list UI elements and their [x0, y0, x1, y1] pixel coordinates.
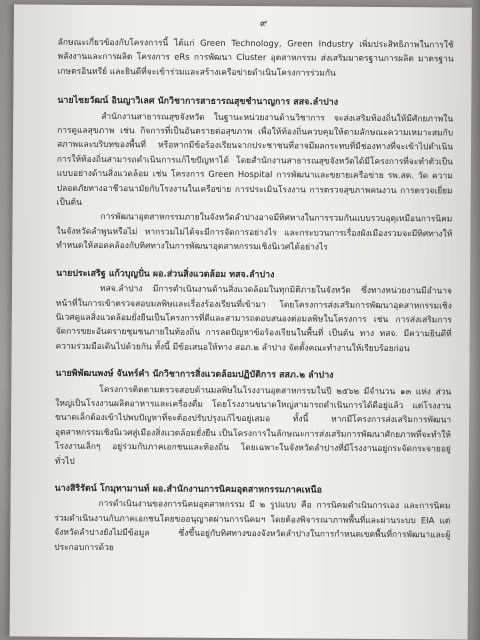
section-heading: นางสิริรัตน์ โกมุทามานท์ ผอ.สำนักงานการนิคมอุตสาหกรรมภาคเหนือ — [54, 483, 322, 496]
section-heading: นายประเสริฐ แก้วบุญปั่น ผอ.ส่วนสิ่งแวดล้อม ทสจ.ลำปาง — [56, 268, 275, 280]
section-heading: นายไชยวัฒน์ อินญาวิเลศ นักวิชาการสาธารณสุขชำนาญการ สสจ.ลำปาง — [57, 95, 339, 108]
intro-paragraph: ลักษณะเกี่ยวข้องกับโครงการนี้ ได้แก่ Green Technology, Green Industry เพิ่มประสิทธิภาพในการใช้พลังงานและการผลิต โครงการ eRs การพัฒนา Cluster อุตสาหกรรม ส่งเสริมมาตรฐานการผลิต มาตรฐานเกษตรอินทรีย์ และยินดีที่จะเข้าร่วมและสร้างเครือข่ายดำเนินโครงการร่วมกัน — [57, 36, 454, 78]
section-paragraph: สำนักงานสาธารณสุขจังหวัด ในฐานะหน่วยงานด้านวิชาการ จะส่งเสริมท้องถิ่นให้มีศักยภาพในการดูแลสุขภาพ เช่น กิจการที่เป็นอันตรายต่อสุขภาพ เพื่อให้ท้องถิ่นควบคุมให้ตามลักษณะความเหมาะสมกับสภาพและบริบทของพื้นที่ หรือหากมีข้อร้องเรียนจากประชาชนที่อาจมีผลกระทบที่มีช่องทางที่จะเข้าไปดำเนินการให้ท้องถิ่นสามารถดำเนินการแก้ไขปัญหาได้ โดยสำนักงานสาธารณสุขจังหวัดได้มีโครงการที่จะทำตัวเป็นแบบอย่างด้านสิ่งแวดล้อม เช่น โครงการ Green Hospital การพัฒนาและขยายเครือข่าย รพ.สต. วัด ความปลอดภัยทางอาชีวอนามัยกับโรงงานในเครือข่าย การประเมินโรงงาน การตรวจสุขภาพคนงาน การตรวจเยี่ยม เป็นต้น — [56, 110, 454, 207]
page-number: ๙ — [259, 18, 268, 30]
section-paragraph: โครงการติดตามตรวจสอบด้านมลพิษในโรงงานอุตสาหกรรมในปี ๒๕๖๒ มีจำนวน ๑๓ แห่ง ส่วนใหญ่เป็นโรงงานผลิตอาหารและเครื่องดื่ม โดยโรงงานขนาดใหญ่สามารถดำเนินการได้ดีอยู่แล้ว แต่โรงงานขนาดเล็กต้องเข้าไปพบปัญหาที่จะต้องปรับปรุงแก้ไขอยู่เสมอ ทั้งนี้ หากมีโครงการส่งเสริมการพัฒนาอุตสาหกรรมเชิงนิเวศสู่เมืองสิ่งแวดล้อมยั่งยืน เป็นโครงการในลักษณะการส่งเสริมการพัฒนาศักยภาพที่จะทำให้โรงงานเล็กๆ อยู่ร่วมกับภาคเอกชนและท้องถิ่น โดยเฉพาะในจังหวัดลำปางที่มีโรงงานอยู่กระจัดกระจายอยู่ทั่วไป — [54, 383, 452, 466]
section-heading: นายพิพัฒนพงษ์ จันทร์คำ นักวิชาการสิ่งแวดล้อมปฏิบัติการ สสภ.๒ ลำปาง — [55, 368, 334, 381]
document-page — [10, 4, 472, 639]
section-paragraph: ทสจ.ลำปาง มีการดำเนินงานด้านสิ่งแวดล้อมในทุกมิติภายในจังหวัด ซึ่งทางหน่วยงานมีอำนาจหน้าที่ในการเข้าตรวจสอบมลพิษและเรื่องร้องเรียนที่เข้ามา โดยโครงการส่งเสริมการพัฒนาอุตสาหกรรมเชิงนิเวศดูแลสิ่งแวดล้อมยั่งยืนเป็นโครงการที่ดีและสามารถตอบสนองต่อมลพิษในโครงการ เช่น การส่งเสริมการจัดการขยะอันตรายชุมชนภายในท้องถิ่น การลดปัญหาข้อร้องเรียนในพื้นที่ เป็นต้น ทาง ทสจ. มีความยินดีที่ความร่วมมือเดินไปด้วยกัน ทั้งนี้ มีข้อเสนอให้ทาง สอภ.๒ ลำปาง จัดตั้งคณะทำงานให้เรียบร้อยก่อน — [55, 283, 453, 353]
section-paragraph: การพัฒนาอุตสาหกรรมภายในจังหวัดลำปางอาจมีทิศทางในการรวมกันแบบรวบอุตุเหมือนการนิคมในจังหวัดลำพูนหรือไม่ หากรวมไม่ได้จะมีการจัดการอย่างไร และกระบวนการเรื่องผังเมืองรวมจะมีทิศทางให้ทำหนดให้สอดคล้องกับทิศทางในการพัฒนาอุตสาหกรรมเชิงนิเวศได้อย่างไร — [56, 211, 453, 252]
section-paragraph: การดำเนินงานของการนิคมอุตสาหกรรม มี ๒ รูปแบบ คือ การนิคมดำเนินการเอง และการนิคมร่วมดำเนินงานกับภาคเอกชนโดยขออนุญาตผ่านการนิคมฯ โดยต้องพิจารณาภาพพื้นที่และผ่านระบบ EIA แต่จังหวัดลำปางยังไม่มีข้อมูล ซึ่งขึ้นอยู่กับทิศทางของจังหวัดลำปางในการกำหนดเขตพื้นที่การพัฒนาและผู้ประกอบการด้วย — [54, 498, 451, 552]
document-body — [54, 35, 454, 557]
page-edge-shadow — [470, 0, 480, 640]
